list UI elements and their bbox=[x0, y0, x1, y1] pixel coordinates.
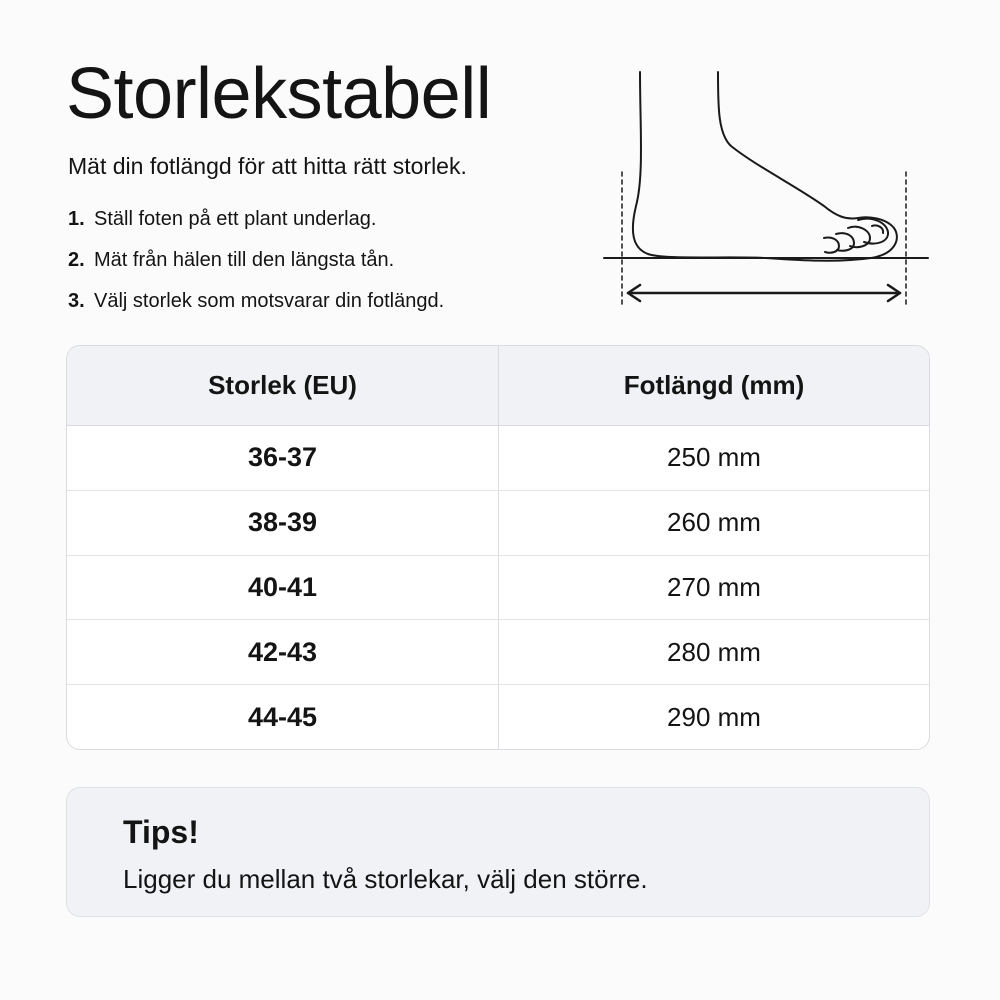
size-cell: 38-39 bbox=[247, 507, 318, 538]
size-cell: 42-43 bbox=[247, 636, 318, 667]
step-number: 3. bbox=[68, 290, 85, 312]
table-row bbox=[67, 685, 929, 750]
foot-outline bbox=[633, 72, 897, 261]
step-number: 2. bbox=[68, 249, 85, 271]
page-subtitle: Mät din fotlängd för att hitta rätt storlek. bbox=[68, 153, 467, 179]
length-cell: 290 mm bbox=[498, 685, 929, 750]
step-item bbox=[68, 245, 444, 286]
table-row bbox=[67, 426, 929, 491]
size-cell: 44-45 bbox=[247, 702, 318, 733]
table-header bbox=[67, 346, 929, 426]
step-number: 1. bbox=[68, 208, 85, 230]
toe-nail bbox=[872, 225, 883, 233]
toe-4 bbox=[824, 237, 839, 252]
step-item bbox=[68, 204, 444, 245]
instruction-steps bbox=[68, 204, 444, 327]
length-cell: 280 mm bbox=[498, 620, 929, 684]
tips-title: Tips! bbox=[123, 814, 199, 850]
step-item bbox=[68, 286, 444, 327]
table-row bbox=[67, 491, 929, 556]
size-cell: 36-37 bbox=[247, 442, 318, 473]
length-cell: 270 mm bbox=[498, 556, 929, 620]
header-size: Storlek (EU) bbox=[208, 370, 357, 400]
step-text: Mät från hälen till den längsta tån. bbox=[94, 249, 395, 271]
tips-box bbox=[66, 787, 930, 917]
foot-measurement-icon bbox=[596, 66, 936, 316]
step-text: Ställ foten på ett plant underlag. bbox=[94, 208, 377, 230]
tips-text: Ligger du mellan två storlekar, välj den större. bbox=[123, 864, 648, 894]
size-cell: 40-41 bbox=[247, 571, 318, 602]
table-row bbox=[67, 556, 929, 621]
header-foot-length: Fotlängd (mm) bbox=[498, 346, 929, 425]
table-row bbox=[67, 620, 929, 685]
page-title: Storlekstabell bbox=[66, 54, 492, 134]
size-table bbox=[66, 345, 930, 750]
length-cell: 260 mm bbox=[498, 491, 929, 555]
length-cell: 250 mm bbox=[498, 426, 929, 490]
step-text: Välj storlek som motsvarar din fotlängd. bbox=[94, 290, 445, 312]
